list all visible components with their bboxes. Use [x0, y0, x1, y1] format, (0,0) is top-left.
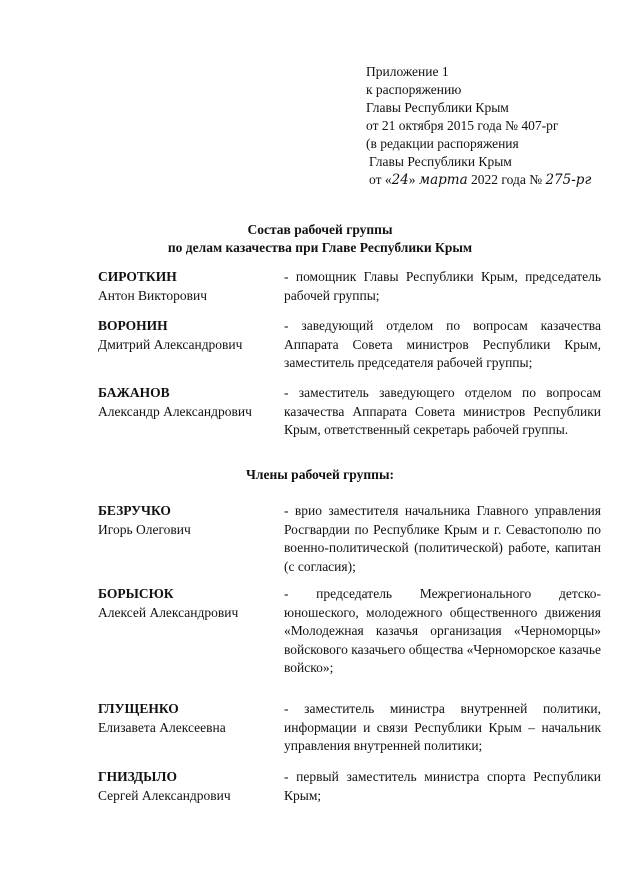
- member-name: [98, 585, 283, 622]
- member-role: - заместитель министра внутренней политики, информации и связи Республики Крым – начальник управления внутренней политики;: [284, 701, 601, 753]
- date-prefix: от «: [369, 172, 392, 187]
- member-surname: ВОРОНИН: [98, 318, 168, 333]
- appendix-line: (в редакции распоряжения: [366, 136, 519, 151]
- member-role: - заместитель заведующего отделом по вопросам казачества Аппарата Совета министров Республики Крым, ответственный секретарь рабочей группы.: [284, 385, 601, 437]
- member-name: [98, 384, 283, 421]
- title-line: Состав рабочей группы: [247, 222, 393, 237]
- member-role: - врио заместителя начальника Главного управления Росгвардии по Республике Крым и г. Севастополю по военно-политической (политической) работе, капитан (с согласия);: [284, 503, 601, 574]
- appendix-line: от 21 октября 2015 года № 407-рг: [366, 118, 559, 133]
- member-surname: БАЖАНОВ: [98, 385, 170, 400]
- member-given-name: Антон Викторович: [98, 287, 208, 303]
- member-surname: СИРОТКИН: [98, 269, 177, 284]
- member-role: - заведующий отделом по вопросам казачества Аппарата Совета министров Республики Крым, заместитель председателя рабочей группы;: [284, 318, 601, 370]
- member-given-name: Алексей Александрович: [98, 604, 239, 620]
- member-role: - помощник Главы Республики Крым, председатель рабочей группы;: [284, 269, 601, 303]
- member-given-name: Сергей Александрович: [98, 787, 231, 803]
- member-name: [98, 317, 283, 354]
- member-name: [98, 268, 283, 305]
- member-surname: БОРЫСЮК: [98, 586, 174, 601]
- member-given-name: Дмитрий Александрович: [98, 336, 243, 352]
- member-role: - председатель Межрегионального детско-юношеского, молодежного общественного движения «Молодежная казачья организация «Черноморцы» войскового казачьего общества «Черноморское казачье войско»;: [284, 586, 601, 675]
- handwritten-number: 275-рг: [545, 172, 592, 188]
- member-role: - первый заместитель министра спорта Республики Крым;: [284, 769, 601, 803]
- date-year: 2022 года №: [467, 172, 546, 187]
- member-surname: ГНИЗДЫЛО: [98, 769, 177, 784]
- handwritten-day: 24: [391, 172, 409, 188]
- appendix-block: [366, 63, 591, 189]
- member-surname: ГЛУЩЕНКО: [98, 701, 179, 716]
- document-title: [0, 221, 640, 257]
- member-name: [98, 700, 283, 737]
- appendix-line: к распоряжению: [366, 82, 462, 97]
- member-given-name: Игорь Олегович: [98, 521, 191, 537]
- appendix-line: Приложение 1: [366, 64, 449, 79]
- appendix-line: Главы Республики Крым: [366, 100, 509, 115]
- member-name: [98, 768, 283, 805]
- appendix-line: Главы Республики Крым: [369, 154, 512, 169]
- handwritten-month: марта: [418, 172, 468, 188]
- members-heading: Члены рабочей группы:: [246, 467, 394, 482]
- date-mid: »: [408, 172, 419, 187]
- appendix-date-line: [366, 171, 591, 189]
- member-given-name: Елизавета Алексеевна: [98, 719, 226, 735]
- member-name: [98, 502, 283, 539]
- member-given-name: Александр Александрович: [98, 403, 252, 419]
- title-line: по делам казачества при Главе Республики Крым: [167, 240, 473, 255]
- member-surname: БЕЗРУЧКО: [98, 503, 171, 518]
